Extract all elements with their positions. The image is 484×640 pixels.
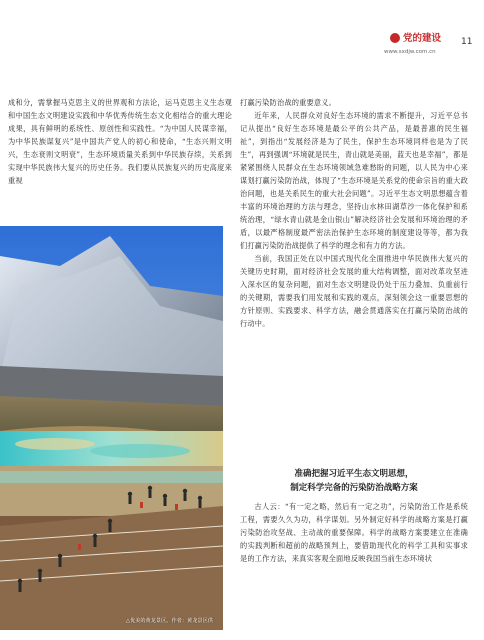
page-number: 11: [461, 37, 473, 47]
right-paragraph-2: 近年来，人民群众对良好生态环境的需求不断提升，习近平总书记从提出“良好生态环境是最公平的公共产品，是最普惠的民生福祉”，到指出“发展经济是为了民生，保护生态环境同样也是为了民生”，再到强调“环境就是民生，青山就是美丽，蓝天也是幸福”，都是紧紧围绕人民群众在生态环境领域急难愁盼的问题，以人民为中心来谋划打赢污染防治战，体现了“生态环境是关系党的使命宗旨的重大政治问题，也是关系民生的重大社会问题”。习近平生态文明思想蕴含着丰富的环境治理的方法与理念，坚持山水林田湖草沙一体化保护和系统治理，“绿水青山就是金山银山”解决经济社会发展和环境治理的矛盾，以最严格制度最严密法治保护生态环境的制度建设等等，都为我们打赢污染防治战提供了科学的理念和有力的方法。: [240, 111, 468, 250]
section-title-line-2: 制定科学完备的污染防治战略方案: [290, 483, 418, 493]
logo-icon: [390, 33, 400, 43]
magazine-logo: 党的建设: [403, 33, 442, 44]
left-paragraph: 成和分，需掌握马克思主义的世界观和方法论，运马克思主义生态观和中国生态文明建设实践和中华优秀传统生态文化相结合的重大理论成果，具有鲜明的系统性、原创性和实践性。“为中国人民谋幸福，为中华民族谋复兴”是中国共产党人的初心和使命，“生态兴则文明兴，生态衰则文明衰”，生态环境质量关系到中华民族存续，关系到实现中华民族伟大复兴的历史任务。我们要从民族复兴的历史高度来重视: [8, 98, 232, 185]
section-title-line-1: 准确把握习近平生态文明思想，: [294, 469, 414, 479]
right-column-text: [240, 96, 468, 456]
magazine-url: www.sxdjw.com.cn: [384, 49, 436, 55]
section-paragraph: 古人云：“有一定之略，然后有一定之功”，污染防治工作是系统工程，需要久久为功，科学谋划。另外制定好科学的战略方案是打赢污染防治攻坚战、主动战的重要保障。科学的战略方案要建立在准确的实践判断和超前的战略预判上，要借助现代化的科学工具和实事求是的工作方法，来真实客观全面地反映我国当前生态环境状: [240, 502, 468, 563]
photo-caption: △优美的黄龙景区。作者：黄龙景区供: [126, 618, 213, 624]
landscape-photo: [0, 226, 223, 630]
section-body-text: [240, 500, 468, 634]
right-paragraph-3: 当前，我国正处在以中国式现代化全面推进中华民族伟大复兴的关键历史时期，面对经济社会发展的重大结构调整，面对改革攻坚进入深水区的复杂问题，面对生态文明建设仍处于压力叠加、负重前行的关键期，需要我们用发展和实践的观点，深刻领会这一重要思想的方针原则、实践要求、科学方法，融会贯通落实在打赢污染防治战的行动中。: [240, 254, 468, 328]
right-paragraph-1: 打赢污染防治战的重要意义。: [240, 98, 337, 107]
left-column-text: [8, 96, 232, 204]
